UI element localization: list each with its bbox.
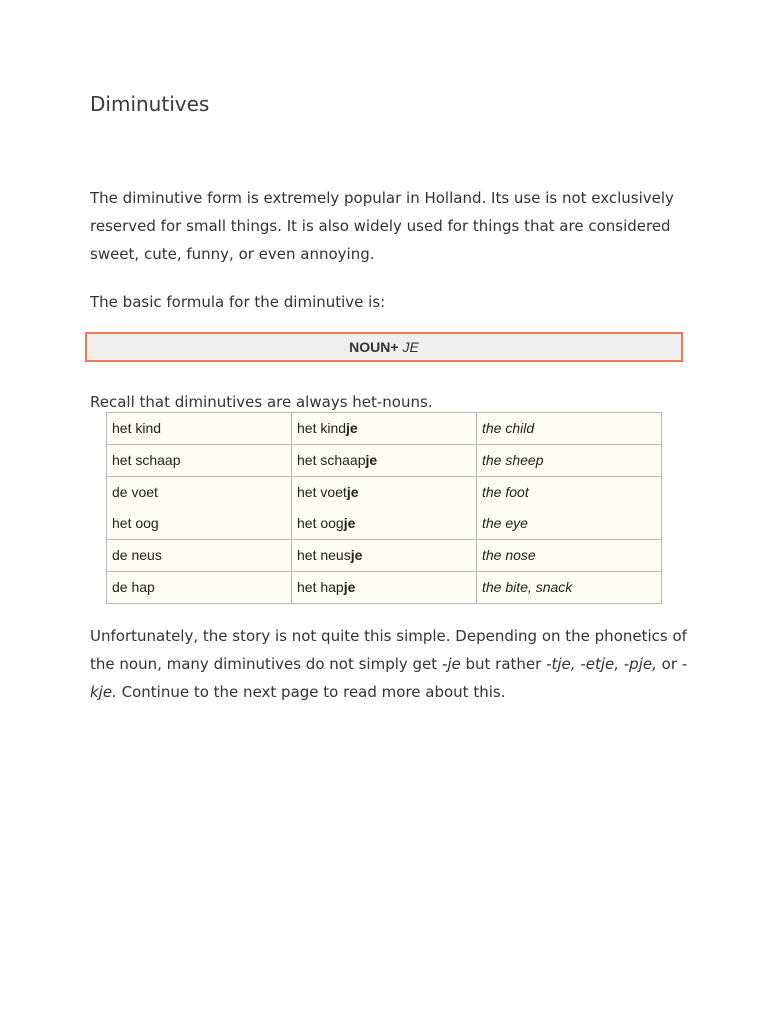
base-noun-cell — [107, 477, 292, 540]
diminutive-suffix: je — [343, 579, 356, 595]
diminutive-table-body — [107, 413, 662, 604]
diminutive-form — [297, 540, 471, 571]
meaning: the child — [482, 420, 535, 436]
intro-paragraph: The diminutive form is extremely popular in Holland. Its use is not exclusively reserved for small things. It is also widely used for things that are considered sweet, cute, funny, or even annoying. — [90, 189, 674, 263]
base-noun-cell — [107, 413, 292, 445]
table-row — [107, 445, 662, 477]
diminutive-suffix: je — [346, 420, 358, 436]
diminutive-suffix: je — [365, 452, 378, 468]
diminutive-form — [297, 477, 471, 508]
diminutive-table — [106, 412, 662, 604]
diminutive-cell — [292, 540, 477, 572]
diminutive-stem: het kind — [297, 420, 347, 436]
diminutive-stem: het schaap — [297, 452, 366, 468]
outro-text-1: Unfortunately, the story is not quite this simple. Depending on the phonetics of the noun, many diminutives do not simply get — [90, 627, 687, 673]
meaning-cell — [477, 413, 662, 445]
outro-suffix-je: -je — [441, 655, 461, 673]
formula-noun: NOUN+ — [349, 339, 399, 355]
diminutive-stem: het oog — [297, 515, 344, 531]
base-noun: de hap — [112, 579, 155, 595]
diminutive-suffix: je — [350, 547, 363, 563]
meaning-cell — [477, 445, 662, 477]
diminutive-form — [297, 413, 471, 444]
base-noun-cell — [107, 572, 292, 604]
base-noun: de neus — [112, 547, 162, 563]
base-noun-cell — [107, 445, 292, 477]
base-noun: het oog — [112, 515, 159, 531]
formula-box — [85, 332, 683, 362]
diminutive-cell — [292, 477, 477, 540]
diminutive-form — [297, 445, 471, 476]
page-title: Diminutives — [90, 92, 210, 116]
base-noun: de voet — [112, 484, 158, 500]
base-noun: het kind — [112, 420, 162, 436]
diminutive-stem: het voet — [297, 484, 347, 500]
outro-text-2: but rather — [460, 655, 547, 673]
table-row — [107, 413, 662, 445]
meaning: the sheep — [482, 452, 544, 468]
meaning: the nose — [482, 547, 536, 563]
formula-suffix: JE — [402, 339, 419, 355]
meaning-cell — [477, 540, 662, 572]
base-noun: het schaap — [112, 452, 181, 468]
diminutive-suffix: je — [343, 515, 356, 531]
formula-intro: The basic formula for the diminutive is: — [90, 293, 386, 311]
diminutive-cell — [292, 572, 477, 604]
diminutive-cell — [292, 413, 477, 445]
meaning: the eye — [482, 515, 528, 531]
diminutive-form — [297, 572, 471, 603]
diminutive-cell — [292, 445, 477, 477]
outro-paragraph — [90, 622, 690, 706]
meaning: the foot — [482, 484, 529, 500]
diminutive-stem: het hap — [297, 579, 344, 595]
recall-text: Recall that diminutives are always het-nouns. — [90, 393, 433, 411]
outro-text-4: Continue to the next page to read more about this. — [116, 683, 506, 701]
diminutive-stem: het neus — [297, 547, 351, 563]
meaning: the bite, snack — [482, 579, 573, 595]
table-row — [107, 540, 662, 572]
outro-suffix-variants: -tje, -etje, -pje, — [546, 655, 657, 673]
diminutive-suffix: je — [346, 484, 359, 500]
outro-text-3: or — [656, 655, 682, 673]
meaning-cell — [477, 572, 662, 604]
meaning-cell — [477, 477, 662, 540]
table-row — [107, 572, 662, 604]
table-row — [107, 477, 662, 540]
diminutive-form — [297, 508, 471, 539]
base-noun-cell — [107, 540, 292, 572]
outro-suffix-kje: -kje. — [90, 655, 688, 701]
